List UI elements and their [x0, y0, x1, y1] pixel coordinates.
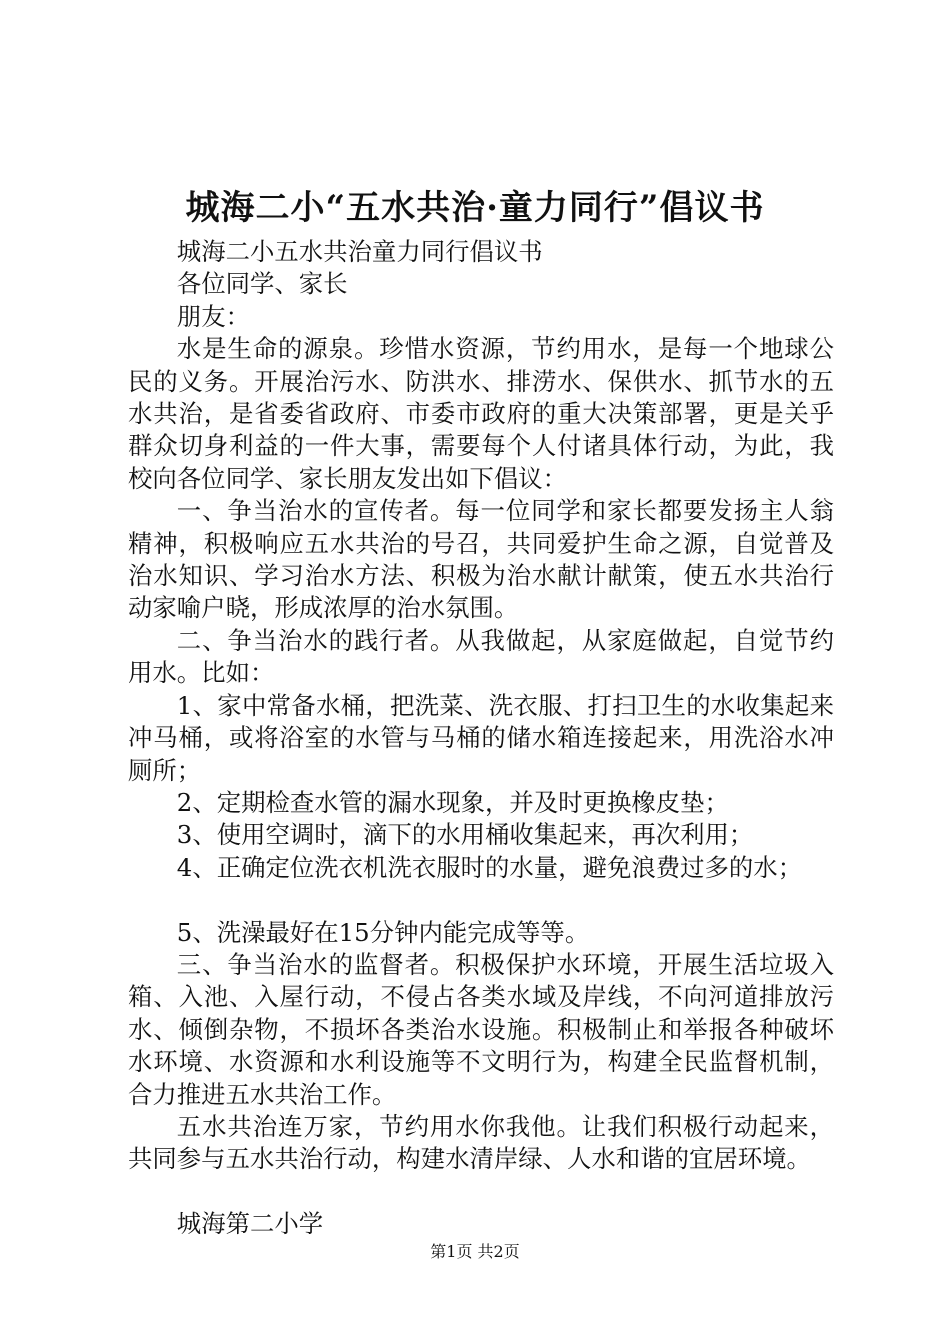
spacer — [128, 884, 834, 916]
document-body — [128, 236, 834, 1241]
tip-1: 1、家中常备水桶，把洗菜、洗衣服、打扫卫生的水收集起来冲马桶，或将浴室的水管与马桶的储水箱连接起来，用洗浴水冲厕所； — [128, 690, 834, 785]
tip-3: 3、使用空调时，滴下的水用桶收集起来，再次利用； — [176, 820, 754, 850]
intro-paragraph: 水是生命的源泉。珍惜水资源，节约用水，是每一个地球公民的义务。开展治污水、防洪水、排涝水、保供水、抓节水的五水共治，是省委省政府、市委市政府的重大决策部署，更是关乎群众切身利益的一件大事，需要每个人付诸具体行动，为此，我校向各位同学、家长朋友发出如下倡议： — [128, 334, 834, 493]
document-title: 城海二小“五水共治·童力同行”倡议书 — [185, 188, 765, 228]
closing-paragraph: 五水共治连万家，节约用水你我他。让我们积极行动起来，共同参与五水共治行动，构建水清岸绿、人水和谐的宜居环境。 — [128, 1111, 834, 1174]
proposal-2-paragraph: 二、争当治水的践行者。从我做起，从家庭做起，自觉节约用水。比如： — [128, 625, 834, 688]
tip-4: 4、正确定位洗衣机洗衣服时的水量，避免浪费过多的水； — [176, 852, 803, 882]
subtitle-line: 城海二小五水共治童力同行倡议书 — [176, 237, 543, 266]
salutation-line-2: 朋友： — [176, 301, 250, 331]
salutation-line-1: 各位同学、家长 — [176, 269, 348, 299]
proposal-3-paragraph: 三、争当治水的监督者。积极保护水环境，开展生活垃圾入箱、入池、入屋行动，不侵占各类水域及岸线，不向河道排放污水、倾倒杂物，不损坏各类治水设施。积极制止和举报各种破坏水环境、水资源和水利设施等不文明行为，构建全民监督机制，合力推进五水共治工作。 — [128, 949, 834, 1109]
spacer — [128, 1176, 834, 1208]
signature-school: 城海第二小学 — [176, 1209, 324, 1239]
page-number: 第1页 共2页 — [430, 1242, 520, 1261]
proposal-1-paragraph: 一、争当治水的宣传者。每一位同学和家长都要发扬主人翁精神，积极响应五水共治的号召，共同爱护生命之源，自觉普及治水知识、学习治水方法、积极为治水献计献策，使五水共治行动家喻户晓，形成浓厚的治水氛围。 — [128, 496, 834, 623]
tip-2: 2、定期检查水管的漏水现象，并及时更换橡皮垫； — [176, 787, 729, 817]
tip-5: 5、洗澡最好在15分钟内能完成等等。 — [176, 917, 590, 947]
